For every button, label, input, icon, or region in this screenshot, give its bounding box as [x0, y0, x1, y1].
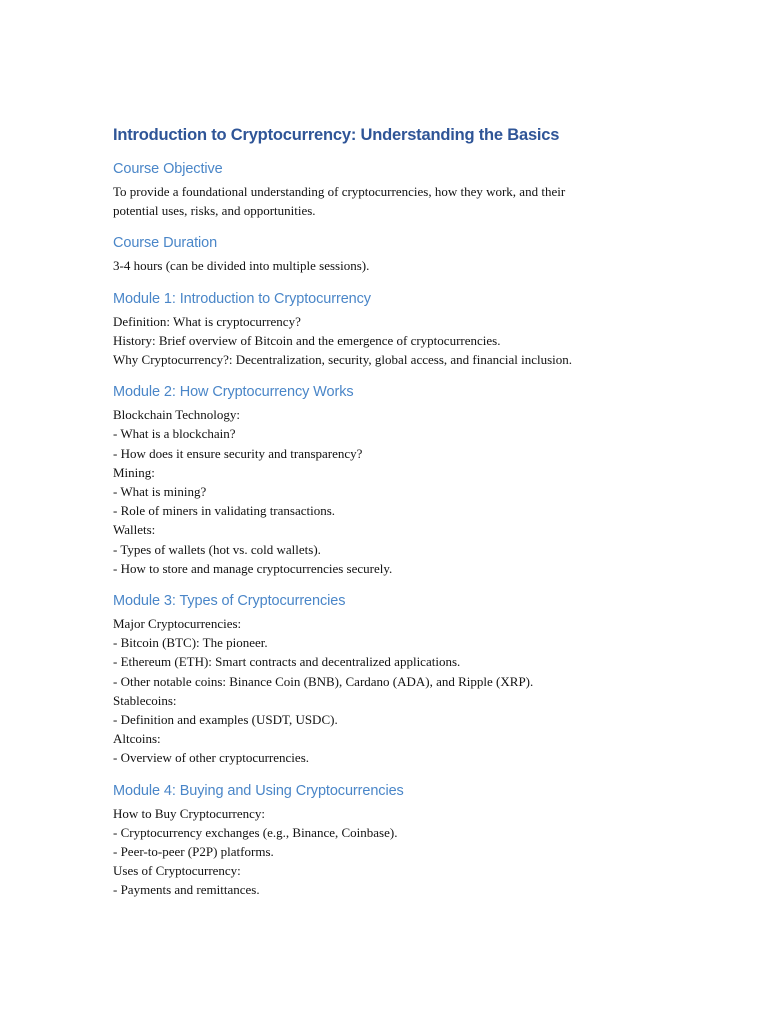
section-heading: Course Duration — [113, 235, 218, 252]
section-heading: Module 1: Introduction to Cryptocurrency — [113, 290, 371, 307]
body-text-line: - Payments and remittances. — [113, 882, 260, 898]
section-course-objective — [113, 159, 673, 220]
body-text-line: Blockchain Technology: — [113, 407, 241, 423]
section-course-duration — [113, 233, 673, 275]
body-text-line: - Definition and examples (USDT, USDC). — [113, 712, 338, 728]
section-module-4 — [113, 781, 673, 900]
body-text-line: - How to store and manage cryptocurrencies securely. — [113, 560, 393, 576]
body-text-line: - Ethereum (ETH): Smart contracts and decentralized applications. — [113, 654, 461, 670]
body-text-line: Altcoins: — [113, 731, 161, 747]
body-text-line: Wallets: — [113, 522, 156, 538]
body-text-line: History: Brief overview of Bitcoin and the emergence of cryptocurrencies. — [113, 332, 501, 348]
body-text-line: - What is a blockchain? — [113, 426, 236, 442]
body-text-line: Mining: — [113, 464, 155, 480]
body-text-line: - Role of miners in validating transactions. — [113, 503, 336, 519]
section-module-2 — [113, 382, 673, 578]
body-text-line: Why Cryptocurrency?: Decentralization, security, global access, and financial inclusion. — [113, 352, 573, 368]
body-text-line: - Peer-to-peer (P2P) platforms. — [113, 844, 274, 860]
document-title: Introduction to Cryptocurrency: Understanding the Basics — [113, 126, 560, 144]
body-text-line: Major Cryptocurrencies: — [113, 616, 242, 632]
body-text-line: - Cryptocurrency exchanges (e.g., Binance, Coinbase). — [113, 824, 398, 840]
section-heading: Module 4: Buying and Using Cryptocurrencies — [113, 782, 404, 799]
body-text-line: Stablecoins: — [113, 692, 177, 708]
body-text-line: - What is mining? — [113, 484, 207, 500]
section-heading: Module 2: How Cryptocurrency Works — [113, 384, 354, 401]
body-text-line: 3-4 hours (can be divided into multiple sessions). — [113, 258, 370, 274]
body-text-line: To provide a foundational understanding of cryptocurrencies, how they work, and their — [113, 184, 566, 199]
body-text-line: How to Buy Cryptocurrency: — [113, 805, 266, 821]
section-module-3 — [113, 591, 673, 768]
body-text-line: potential uses, risks, and opportunities. — [113, 203, 316, 219]
body-text-line: Uses of Cryptocurrency: — [113, 863, 241, 879]
body-text-line: - Types of wallets (hot vs. cold wallets). — [113, 541, 321, 557]
section-heading: Course Objective — [113, 161, 223, 177]
section-heading: Module 3: Types of Cryptocurrencies — [113, 593, 346, 610]
body-text-line: Definition: What is cryptocurrency? — [113, 313, 301, 329]
body-text-line: - Overview of other cryptocurrencies. — [113, 750, 309, 766]
section-module-1 — [113, 289, 673, 370]
body-text-line: - How does it ensure security and transparency? — [113, 445, 363, 461]
body-text-line: - Bitcoin (BTC): The pioneer. — [113, 635, 268, 651]
body-text-line: - Other notable coins: Binance Coin (BNB), Cardano (ADA), and Ripple (XRP). — [113, 673, 534, 689]
document-page — [113, 124, 673, 913]
